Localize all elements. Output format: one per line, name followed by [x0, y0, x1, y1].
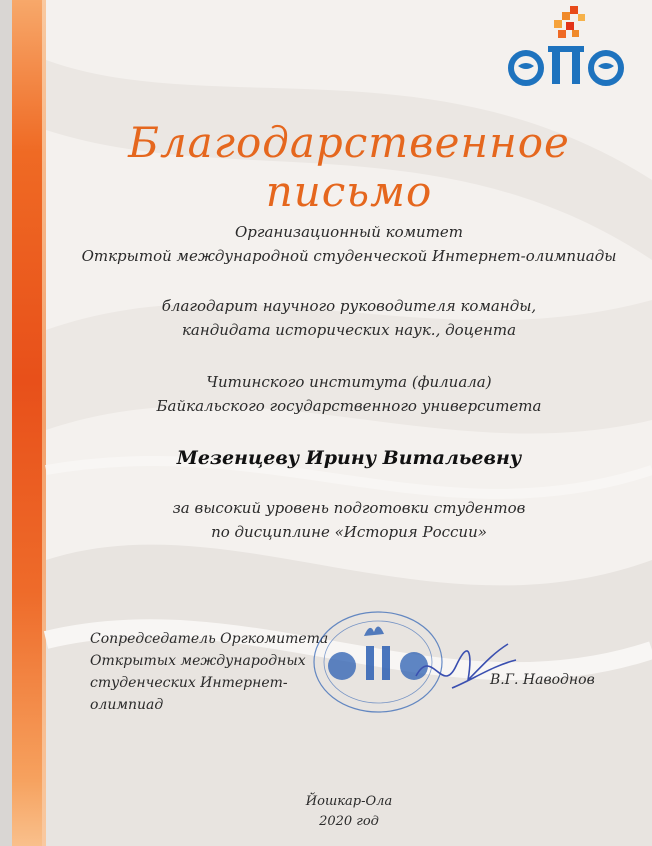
- body-line-university: Байкальского государственного университета: [156, 397, 542, 415]
- body-line-reason: за высокий уровень подготовки студентов: [172, 499, 526, 517]
- handwritten-signature: [412, 636, 522, 706]
- torch-flame-icon: [554, 6, 585, 38]
- body-line-discipline: по дисциплине «История России»: [211, 523, 487, 541]
- footer-city: Йошкар-Ола: [305, 794, 393, 809]
- omo-logo: [496, 0, 636, 92]
- body-line-degree: кандидата исторических наук., доцента: [181, 321, 517, 339]
- recipient-name: Мезенцеву Ирину Витальевну: [176, 447, 522, 469]
- body-line-olympiad: Открытой международной студенческой Интернет-олимпиады: [81, 247, 617, 265]
- certificate-title: Благодарственное письмо: [128, 118, 570, 216]
- certificate-page: [12, 0, 652, 846]
- signer-name: В.Г. Наводнов: [490, 672, 595, 688]
- signer-role-line2: Открытых международных: [90, 653, 306, 669]
- signer-role-line3: студенческих Интернет-олимпиад: [90, 675, 288, 713]
- footer-year: 2020 год: [319, 814, 379, 829]
- body-line-thanks: благодарит научного руководителя команды,: [161, 297, 537, 315]
- body-line-organizing-committee: Организационный комитет: [234, 223, 464, 241]
- signer-role-line1: Сопредседатель Оргкомитета: [90, 631, 329, 647]
- body-line-institute: Читинского института (филиала): [206, 373, 492, 391]
